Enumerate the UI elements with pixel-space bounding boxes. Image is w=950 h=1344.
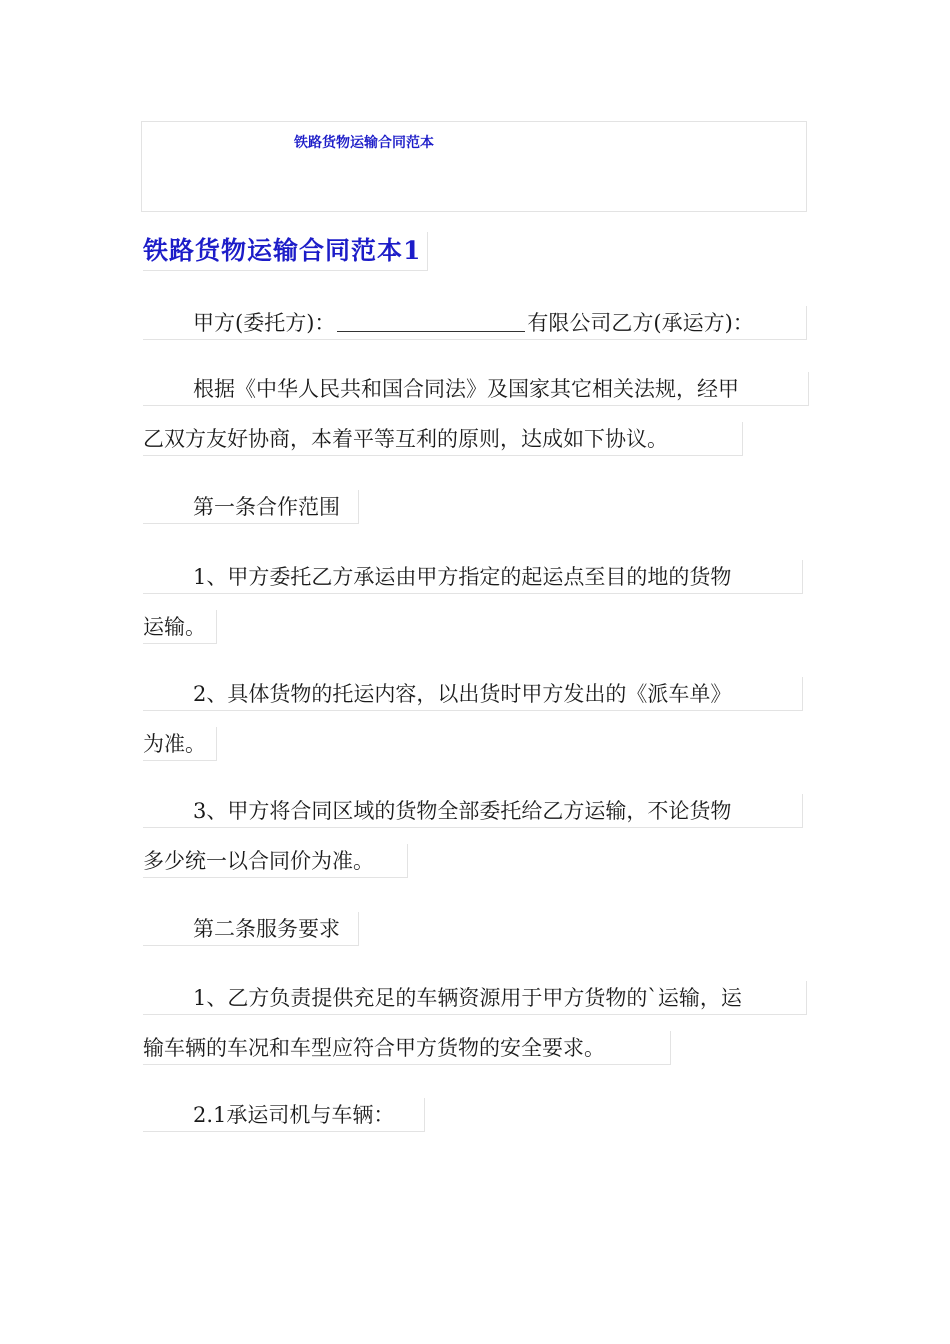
paragraph-line: 1、乙方负责提供充足的车辆资源用于甲方货物的`运输，运 (143, 981, 807, 1015)
paragraph-line: 输车辆的车况和车型应符合甲方货物的安全要求。 (143, 1031, 671, 1065)
paragraph-line: 根据《中华人民共和国合同法》及国家其它相关法规，经甲 (143, 372, 809, 406)
header-box (141, 121, 807, 212)
paragraph-line: 乙双方友好协商，本着平等互利的原则，达成如下协议。 (143, 422, 743, 456)
blank-field (337, 309, 525, 332)
paragraph-line: 为准。 (143, 727, 217, 761)
paragraph-line: 2.1承运司机与车辆： (143, 1098, 425, 1132)
party-suffix: 有限公司乙方(承运方)： (527, 311, 754, 335)
section-heading: 第一条合作范围 (143, 490, 359, 524)
paragraph-line: 3、甲方将合同区域的货物全部委托给乙方运输，不论货物 (143, 794, 803, 828)
party-prefix: 甲方(委托方)： (193, 311, 336, 335)
paragraph-line: 运输。 (143, 610, 217, 644)
paragraph-line: 2、具体货物的托运内容，以出货时甲方发出的《派车单》 (143, 677, 803, 711)
party-line (143, 306, 807, 340)
section-heading: 第二条服务要求 (143, 912, 359, 946)
paragraph-line: 多少统一以合同价为准。 (143, 844, 408, 878)
header-title: 铁路货物运输合同范本 (294, 135, 434, 151)
document-title: 铁路货物运输合同范本1 (143, 232, 428, 271)
paragraph-line: 1、甲方委托乙方承运由甲方指定的起运点至目的地的货物 (143, 560, 803, 594)
